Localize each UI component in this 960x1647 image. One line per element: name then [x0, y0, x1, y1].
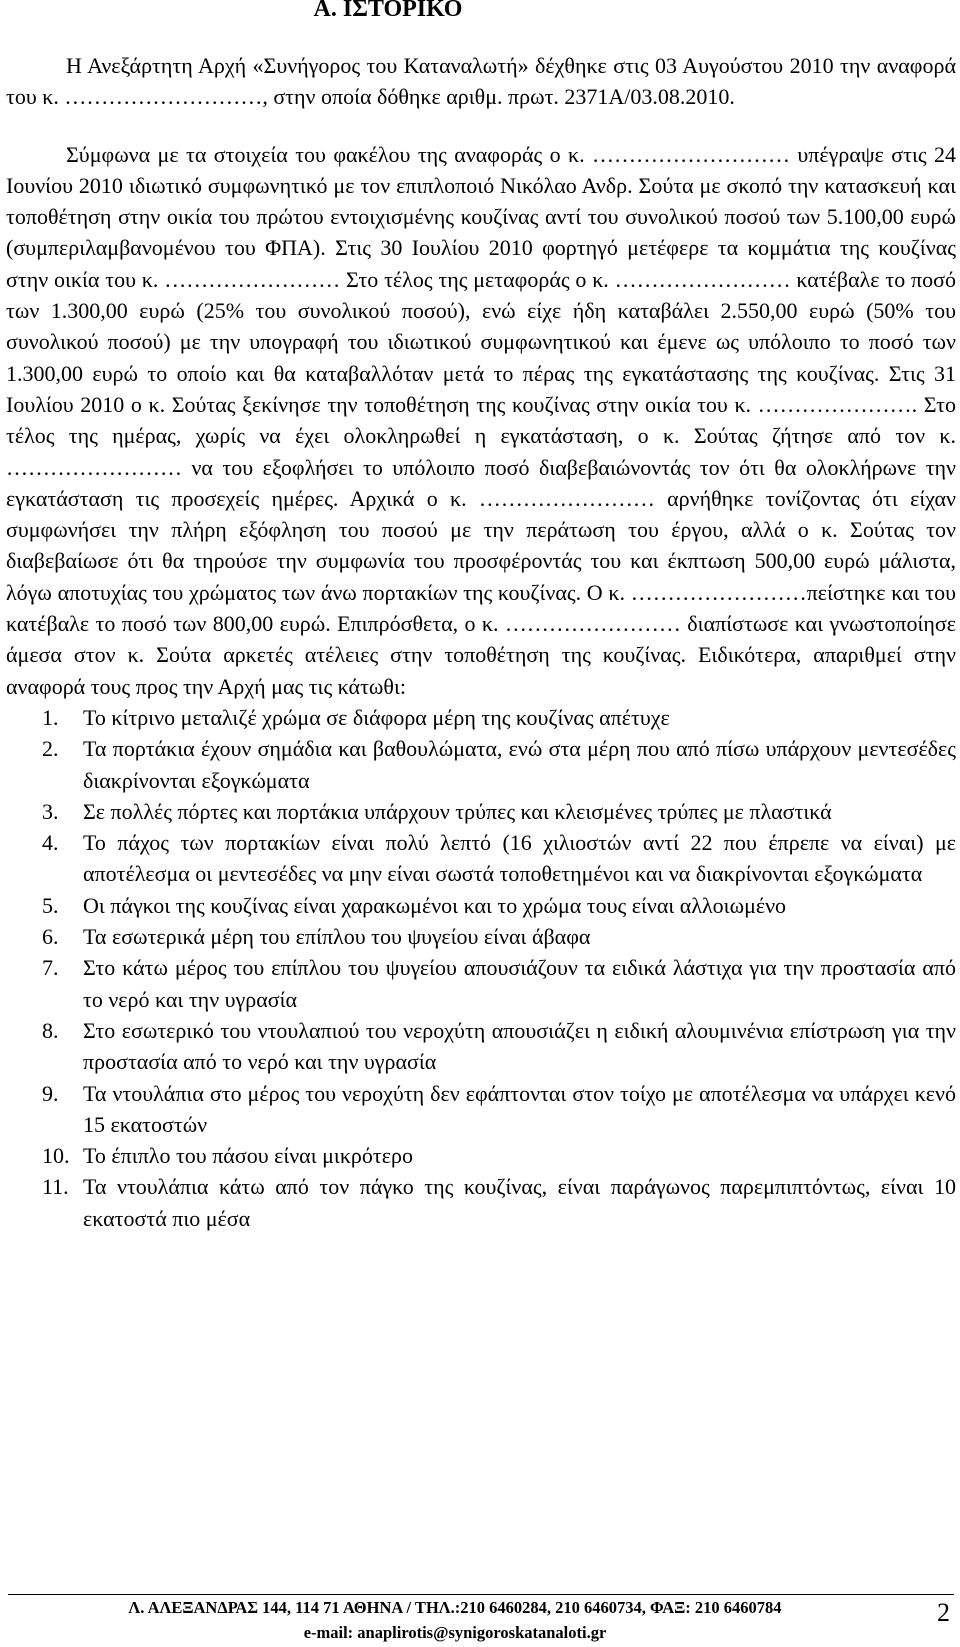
list-item	[6, 921, 956, 952]
list-item-number: 2.	[42, 736, 59, 762]
list-item-text: Σε πολλές πόρτες και πορτάκια υπάρχουν τρύπες και κλεισμένες τρύπες με πλαστικά	[83, 798, 832, 824]
list-item-number: 6.	[42, 924, 59, 950]
footer-divider	[8, 1594, 954, 1595]
list-item	[6, 1078, 956, 1141]
list-item-text: Το έπιπλο του πάσου είναι μικρότερο	[83, 1143, 413, 1169]
list-item-number: 1.	[42, 704, 59, 730]
defects-list	[6, 702, 956, 1234]
list-item-text: Οι πάγκοι της κουζίνας είναι χαρακωμένοι και το χρώμα τους είναι αλλοιωμένο	[83, 892, 787, 918]
list-item-number: 7.	[42, 955, 59, 981]
list-item	[6, 733, 956, 796]
document-body	[6, 50, 956, 1234]
list-item-number: 5.	[42, 892, 59, 918]
paragraph-intro: Η Ανεξάρτητη Αρχή «Συνήγορος του Καταναλωτή» δέχθηκε στις 03 Αυγούστου 2010 την αναφορά του κ. ………………………, στην οποία δόθηκε αριθμ. πρωτ. 2371Α/03.08.2010.	[6, 53, 956, 110]
list-item-number: 8.	[42, 1017, 59, 1043]
list-item-text: Το κίτρινο μεταλιζέ χρώμα σε διάφορα μέρη της κουζίνας απέτυχε	[83, 704, 670, 730]
list-item-text: Τα πορτάκια έχουν σημάδια και βαθουλώματα, ενώ στα μέρη που από πίσω υπάρχουν μεντεσέδες διακρίνονται εξογκώματα	[83, 736, 956, 793]
list-item-number: 4.	[42, 830, 59, 856]
list-item-number: 10.	[42, 1143, 70, 1169]
footer-address: Λ. ΑΛΕΞΑΝΔΡΑΣ 144, 114 71 ΑΘΗΝΑ / ΤΗΛ.:210 6460284, 210 6460734, ΦΑΞ: 210 6460784	[128, 1598, 782, 1617]
list-item-number: 11.	[42, 1174, 69, 1200]
list-item-text: Τα εσωτερικά μέρη του επίπλου του ψυγείου είναι άβαφα	[83, 924, 591, 950]
footer-email: e-mail: anaplirotis@synigoroskatanaloti.gr	[303, 1623, 607, 1642]
list-item	[6, 827, 956, 890]
list-item	[6, 952, 956, 1015]
list-item	[6, 890, 956, 921]
paragraph-facts: Σύμφωνα με τα στοιχεία του φακέλου της αναφοράς ο κ. ……………………… υπέγραψε στις 24 Ιουνίου 2010 ιδιωτικό συμφωνητικό με τον επιπλοποιό Νικόλαο Ανδρ. Σούτα με σκοπό την κατασκευή και τοποθέτηση στην οικία του πρώτου εντοιχισμένης κουζίνας αντί του συνολικού ποσού των 5.100,00 ευρώ (συμπεριλαμβανομένου του ΦΠΑ). Στις 30 Ιουλίου 2010 φορτηγό μετέφερε τα κομμάτια της κουζίνας στην οικία του κ. …………………… Στο τέλος της μεταφοράς ο κ. …………………… κατέβαλε το ποσό των 1.300,00 ευρώ (25% του συνολικού ποσού), ενώ είχε ήδη καταβάλει 2.550,00 ευρώ (50% του συνολικού ποσού) με την υπογραφή του ιδιωτικού συμφωνητικού και έμενε ως υπόλοιπο το ποσό των 1.300,00 ευρώ το οποίο και θα καταβαλλόταν μετά το πέρας της εγκατάστασης της κουζίνας. Στις 31 Ιουλίου 2010 ο κ. Σούτας ξεκίνησε την τοποθέτηση της κουζίνας στην οικία του κ. …………………. Στο τέλος της ημέρας, χωρίς να έχει ολοκληρωθεί η εγκατάσταση, ο κ. Σούτας ζήτησε από τον κ. …………………… να του εξοφλήσει το υπόλοιπο ποσό διαβεβαιώνοντάς τον ότι θα ολοκλήρωνε την εγκατάσταση τις προσεχείς ημέρες. Αρχικά ο κ. …………………… αρνήθηκε τονίζοντας ότι είχαν συμφωνήσει την πλήρη εξόφληση του ποσού με την περάτωση του έργου, αλλά ο κ. Σούτας τον διαβεβαίωσε ότι θα τηρούσε την συμφωνία του προσφέροντάς του και έκπτωση 500,00 ευρώ μάλιστα, λόγω αποτυχίας του χρώματος των άνω πορτακίων της κουζίνας. Ο κ. ……………………πείστηκε και του κατέβαλε το ποσό των 800,00 ευρώ. Επιπρόσθετα, ο κ. …………………… διαπίστωσε και γνωστοποίησε άμεσα στον κ. Σούτα αρκετές ατέλειες στην τοποθέτηση της κουζίνας. Ειδικότερα, απαριθμεί στην αναφορά τους προς την Αρχή μας τις κάτωθι:	[6, 141, 956, 699]
list-item-number: 9.	[42, 1080, 59, 1106]
list-item	[6, 1015, 956, 1078]
page-number: 2	[937, 1598, 950, 1627]
list-item	[6, 796, 956, 827]
list-item-text: Στο κάτω μέρος του επίπλου του ψυγείου απουσιάζουν τα ειδικά λάστιχα για την προστασία από το νερό και την υγρασία	[83, 955, 956, 1012]
list-item-text: Τα ντουλάπια στο μέρος του νεροχύτη δεν εφάπτονται στον τοίχο με αποτέλεσμα να υπάρχει κενό 15 εκατοστών	[83, 1080, 956, 1137]
list-item	[6, 1140, 956, 1171]
list-item	[6, 702, 956, 733]
section-title: Α. ΙΣΤΟΡΙΚΟ	[313, 0, 463, 22]
list-item-number: 3.	[42, 798, 59, 824]
list-item-text: Στο εσωτερικό του ντουλαπιού του νεροχύτη απουσιάζει η ειδική αλουμινένια επίστρωση για την προστασία από το νερό και την υγρασία	[83, 1017, 956, 1075]
list-item-text: Το πάχος των πορτακίων είναι πολύ λεπτό (16 χιλιοστών αντί 22 που έπρεπε να είναι) με αποτέλεσμα οι μεντεσέδες να μην είναι σωστά τοποθετημένοι και να διακρίνονται εξογκώματα	[83, 830, 956, 887]
list-item	[6, 1171, 956, 1234]
list-item-text: Τα ντουλάπια κάτω από τον πάγκο της κουζίνας, είναι παράγωνος παρεμπιπτόντως, είναι 10 εκατοστά πιο μέσα	[83, 1174, 956, 1231]
